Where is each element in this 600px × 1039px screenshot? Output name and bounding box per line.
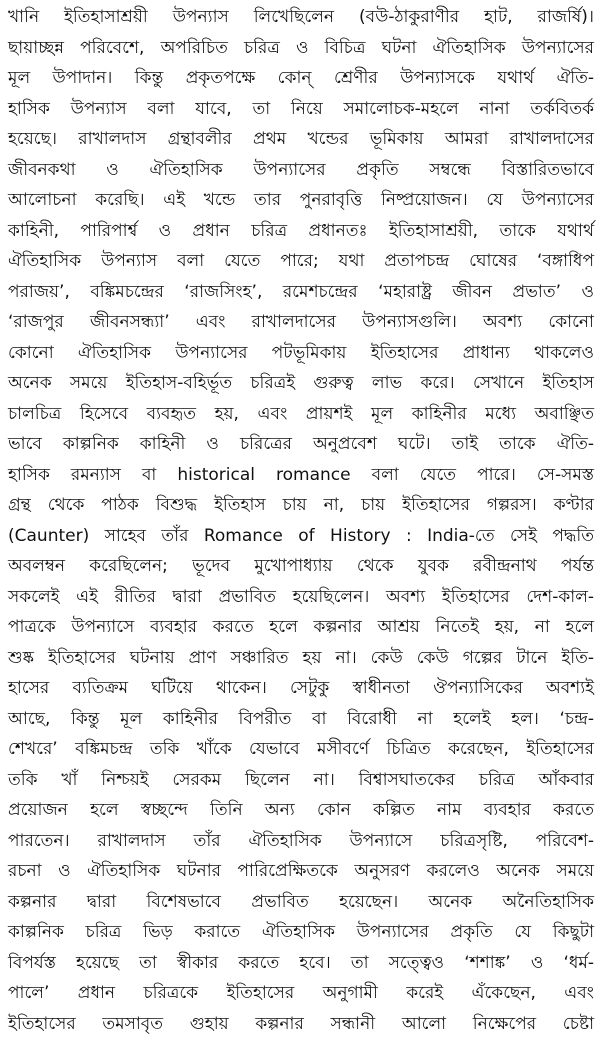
text-line: ‘রাজপুর জীবনসন্ধ্যা’ এবং রাখালদাসের উপন্যাসগুলি। অবশ্য কোনো [8,307,594,338]
text-line: বিপর্যস্ত হয়েছে তা স্বীকার করতে হবে। তা সত্ত্বেও ‘শশাঙ্ক’ ও ‘ধর্ম- [8,948,594,979]
text-line: অবলম্বন করেছিলেন; ভূদেব মুখোপাধ্যায় থেকে যুবক রবীন্দ্রনাথ পর্যন্ত [8,551,594,582]
text-line: (Caunter) সাহেব তাঁর Romance of History : India-তে সেই পদ্ধতি [8,521,594,552]
text-line: ঐতিহাসিক উপন্যাস বলা যেতে পারে; যথা প্রতাপচন্দ্র ঘোষের ‘বঙ্গাধিপ [8,246,594,277]
text-line: কল্পনার দ্বারা বিশেষভাবে প্রভাবিত হয়েছেন। অনেক অনৈতিহাসিক [8,887,594,918]
text-line: হাসিক রমন্যাস বা historical romance বলা যেতে পারে। সে-সমস্ত [8,460,594,491]
text-line: ছায়াচ্ছন্ন পরিবেশে, অপরিচিত চরিত্র ও বিচিত্র ঘটনা ঐতিহাসিক উপন্যাসের [8,33,594,64]
text-line: আলোচনা করেছি। এই খন্ডে তার পুনরাবৃত্তি নিষ্প্রয়োজন। যে উপন্যাসের [8,185,594,216]
text-line: পালে’ প্রধান চরিত্রকে ইতিহাসের অনুগামী করেই এঁকেছেন, এবং [8,978,594,1009]
text-line: চালচিত্র হিসেবে ব্যবহৃত হয়, এবং প্রায়শই মূল কাহিনীর মধ্যে অবাঞ্ছিত [8,399,594,430]
text-line: রচনা ও ঐতিহাসিক ঘটনার পারিপ্রেক্ষিতকে অনুসরণ করলেও অনেক সময়ে [8,856,594,887]
text-line: ইতিহাসের তমসাবৃত গুহায় কল্পনার সন্ধানী আলো নিক্ষেপের চেষ্টা [8,1009,594,1039]
text-line: ভাবে কাল্পনিক কাহিনী ও চরিত্রের অনুপ্রবেশ ঘটে। তাই তাকে ঐতি- [8,429,594,460]
text-line: শেখরে’ বঙ্কিমচন্দ্র তকি খাঁকে যেভাবে মসীবর্ণে চিত্রিত করেছেন, ইতিহাসের [8,734,594,765]
text-line: পারতেন। রাখালদাস তাঁর ঐতিহাসিক উপন্যাসে চরিত্রসৃষ্টি, পরিবেশ- [8,826,594,857]
text-line: কোনো ঐতিহাসিক উপন্যাসের পটভূমিকায় ইতিহাসের প্রাধান্য থাকলেও [8,338,594,369]
text-line: শুষ্ক ইতিহাসের ঘটনায় প্রাণ সঞ্চারিত হয় না। কেউ কেউ গল্পের টানে ইতি- [8,643,594,674]
text-line: আছে, কিন্তু মূল কাহিনীর বিপরীত বা বিরোধী না হলেই হল। ‘চন্দ্র- [8,704,594,735]
text-line: হয়েছে। রাখালদাস গ্রন্থাবলীর প্রথম খন্ডের ভূমিকায় আমরা রাখালদাসের [8,124,594,155]
text-line: জীবনকথা ও ঐতিহাসিক উপন্যাসের প্রকৃতি সম্বন্ধে বিস্তারিতভাবে [8,155,594,186]
text-line: প্রয়োজন হলে স্বচ্ছন্দে তিনি অন্য কোন কল্পিত নাম ব্যবহার করতে [8,795,594,826]
text-line: পাত্রকে উপন্যাসে ব্যবহার করতে হলে কল্পনার আশ্রয় নিতেই হয়, না হলে [8,612,594,643]
text-line: অনেক সময়ে ইতিহাস-বহির্ভূত চরিত্রই গুরুত্ব লাভ করে। সেখানে ইতিহাস [8,368,594,399]
text-line: হাসের ব্যতিক্রম ঘটিয়ে থাকেন। সেটুকু স্বাধীনতা ঔপন্যাসিকের অবশ্যই [8,673,594,704]
text-line: হাসিক উপন্যাস বলা যাবে, তা নিয়ে সমালোচক-মহলে নানা তর্কবিতর্ক [8,94,594,125]
text-line: খানি ইতিহাসাশ্রয়ী উপন্যাস লিখেছিলেন (বউ-ঠাকুরাণীর হাট, রাজর্ষি)। [8,2,594,33]
text-line: তকি খাঁ নিশ্চয়ই সেরকম ছিলেন না। বিশ্বাসঘাতকের চরিত্র আঁকবার [8,765,594,796]
text-line: পরাজয়’, বঙ্কিমচন্দ্রের ‘রাজসিংহ’, রমেশচন্দ্রের ‘মহারাষ্ট্র জীবন প্রভাত’ ও [8,277,594,308]
text-line: গ্রন্থ থেকে পাঠক বিশুদ্ধ ইতিহাস চায় না, চায় ইতিহাসের গল্পরস। কণ্টার [8,490,594,521]
text-line: কাহিনী, পারিপার্শ্ব ও প্রধান চরিত্র প্রধানতঃ ইতিহাসাশ্রয়ী, তাকে যথার্থ [8,216,594,247]
text-line: মূল উপাদান। কিন্তু প্রকৃতপক্ষে কোন্ শ্রেণীর উপন্যাসকে যথার্থ ঐতি- [8,63,594,94]
text-line: সকলেই এই রীতির দ্বারা প্রভাবিত হয়েছিলেন। অবশ্য ইতিহাসের দেশ-কাল- [8,582,594,613]
text-line: কাল্পনিক চরিত্র ভিড় করাতে ঐতিহাসিক উপন্যাসের প্রকৃতি যে কিছুটা [8,917,594,948]
